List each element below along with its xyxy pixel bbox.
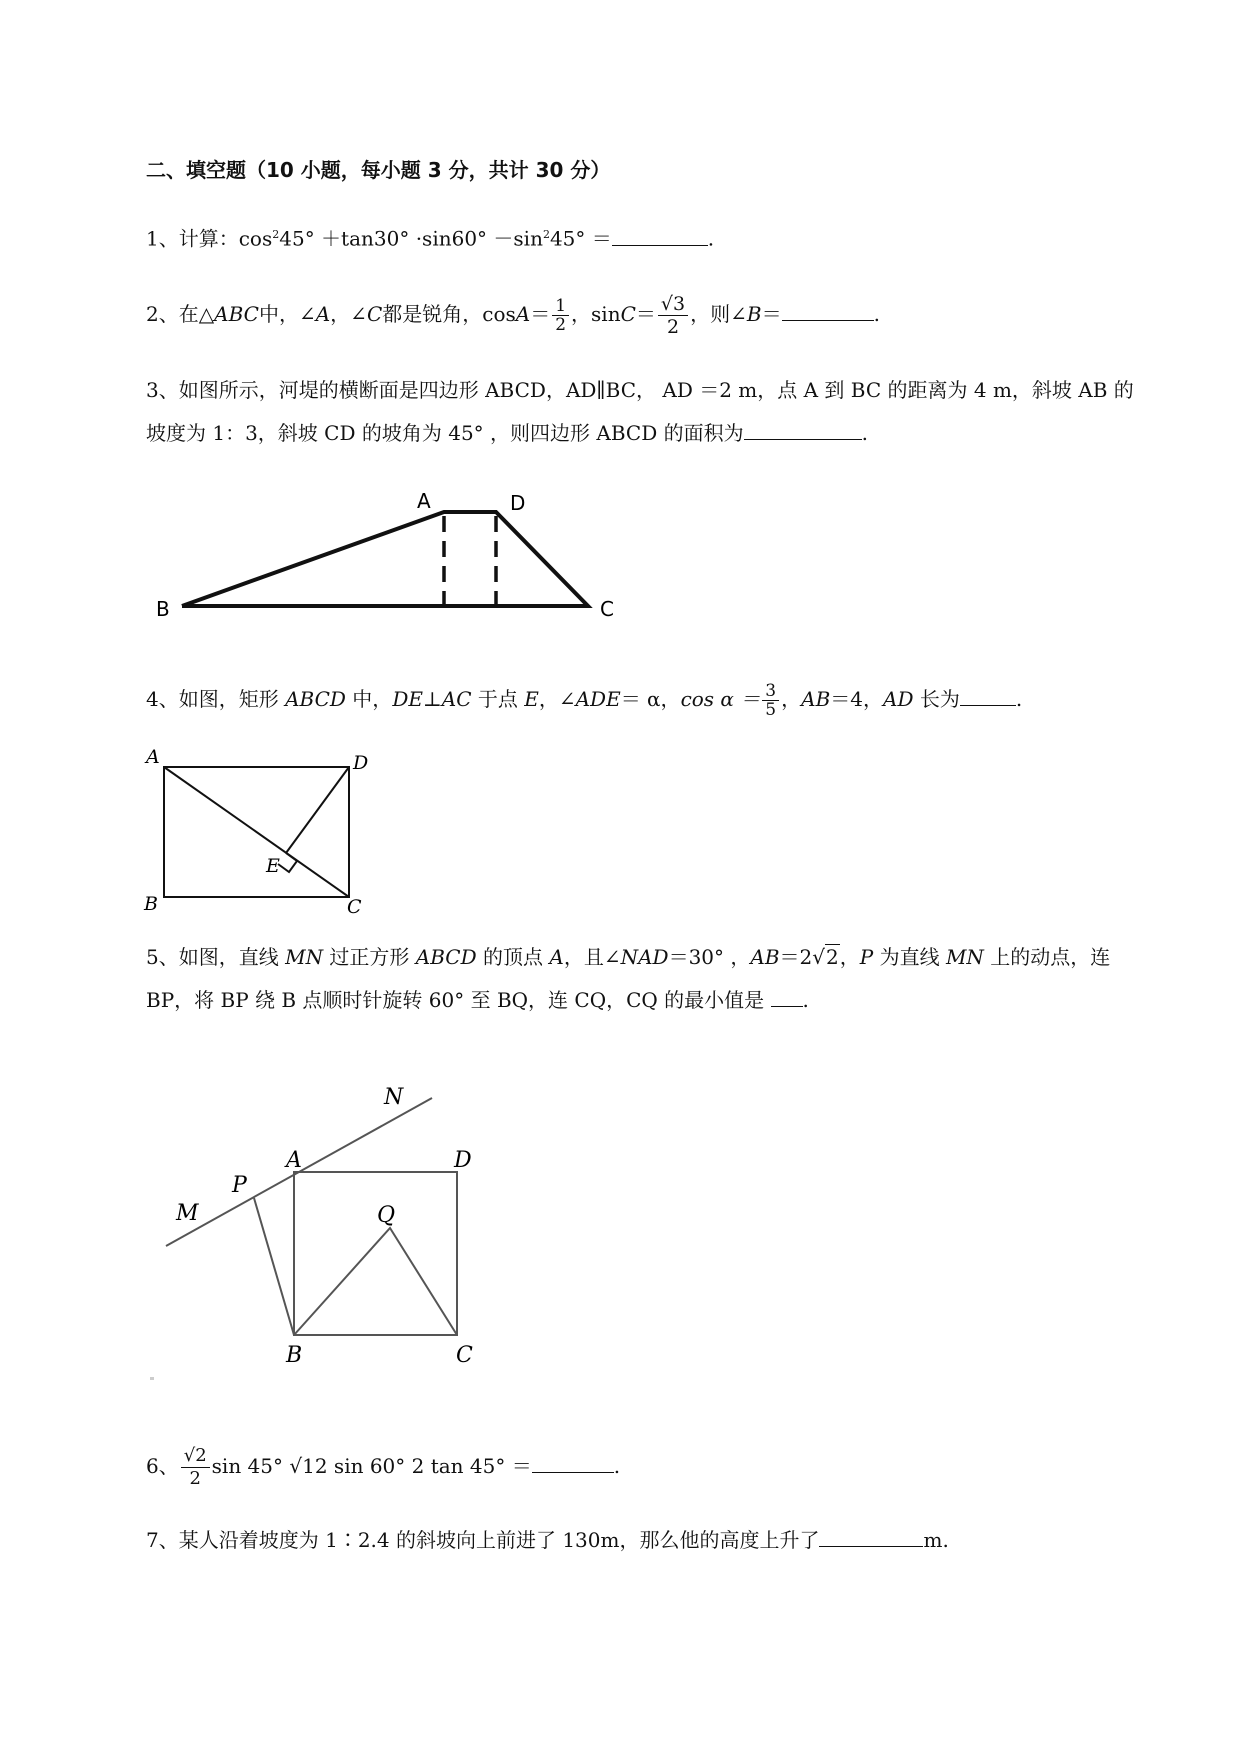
question-3-line-2 xyxy=(146,418,868,448)
q5-ab: AB xyxy=(750,945,780,969)
q4-ad: AD xyxy=(883,687,914,711)
q4-t2: 中， xyxy=(345,687,393,711)
q4-number: 4、 xyxy=(146,687,179,711)
q6-t3: 2 tan 45° ＝ xyxy=(405,1454,532,1478)
q5-label-q: Q xyxy=(377,1203,396,1228)
q4-frac-den: 5 xyxy=(765,700,777,720)
q4-de: DE xyxy=(392,687,423,711)
q4-cos: cos α ＝ xyxy=(680,687,761,711)
q3-trapezoid-outline xyxy=(182,512,588,606)
q6-frac-den: 2 xyxy=(189,1468,201,1489)
q2-a: A xyxy=(315,302,331,326)
q6-number: 6、 xyxy=(146,1454,179,1478)
q5-label-m: M xyxy=(176,1201,199,1226)
q5-label-p: P xyxy=(232,1173,247,1198)
q7-end: m. xyxy=(923,1528,949,1552)
q6-t1: sin 45° xyxy=(211,1454,284,1478)
q1-end: . xyxy=(707,226,715,251)
question-7 xyxy=(146,1525,949,1555)
q2-answer-blank[interactable] xyxy=(782,300,874,321)
q4-label-a: A xyxy=(146,746,160,768)
q2-t7: ＝ xyxy=(635,302,656,326)
q2-abc: ABC xyxy=(214,302,259,326)
q4-t6: ＝ α， xyxy=(620,687,681,711)
section-title: 二、填空题（10 小题，每小题 3 分，共计 30 分） xyxy=(146,158,611,182)
q3-line1: 如图所示，河堤的横断面是四边形 ABCD，AD∥BC， AD ＝2 m，点 A 到 BC 的距离为 4 m，斜坡 AB 的 xyxy=(178,378,1134,402)
q4-ac: AC xyxy=(441,687,472,711)
q5-line1f: ＝2 xyxy=(779,945,813,969)
q4-t1: 如图，矩形 xyxy=(178,687,286,711)
q3-label-c: C xyxy=(600,597,614,620)
question-4 xyxy=(146,682,1022,719)
q2-c2: C xyxy=(620,302,636,326)
q2-t2: 中，∠ xyxy=(258,302,316,326)
q5-square-abcd xyxy=(294,1172,457,1335)
q4-answer-blank[interactable] xyxy=(960,685,1016,706)
q5-label-c: C xyxy=(456,1343,473,1368)
q4-label-b: B xyxy=(144,893,158,915)
q5-answer-blank[interactable] xyxy=(771,986,803,1007)
q6-fraction xyxy=(181,1445,210,1490)
q5-mn: MN xyxy=(285,945,324,969)
q2-t8: ，则∠ xyxy=(690,302,747,326)
q2-t4: 都是锐角，cos xyxy=(382,302,516,326)
q2-t1: 在△ xyxy=(178,302,215,326)
q4-label-e: E xyxy=(266,855,280,877)
q3-answer-blank[interactable] xyxy=(744,419,862,440)
q5-line1c: 的顶点 xyxy=(476,945,550,969)
q1-mid2: 45° ＝ xyxy=(549,226,612,251)
q6-end: . xyxy=(613,1454,621,1478)
q5-label-d: D xyxy=(454,1148,472,1173)
q1-answer-blank[interactable] xyxy=(612,225,708,246)
q5-line2: BP，将 BP 绕 B 点顺时针旋转 60° 至 BQ，连 CQ，CQ 的最小值是 xyxy=(146,988,771,1012)
q1-prefix: 计算：cos xyxy=(178,226,273,251)
q2-t5: ＝ xyxy=(530,302,551,326)
q3-label-d: D xyxy=(510,491,526,515)
q5-label-b: B xyxy=(286,1343,303,1368)
q3-trapezoid-figure xyxy=(140,480,640,620)
q2-t9: ＝ xyxy=(761,302,782,326)
q5-nad: NAD xyxy=(620,945,669,969)
q5-abcd: ABCD xyxy=(415,945,477,969)
q4-label-d: D xyxy=(353,752,369,774)
q5-line1g: ， xyxy=(839,945,860,969)
q6-t2: √12 sin 60° xyxy=(283,1454,406,1478)
q5-label-n: N xyxy=(384,1085,404,1110)
q6-answer-blank[interactable] xyxy=(532,1452,614,1473)
q3-line2b: . xyxy=(861,421,868,445)
q4-frac-num: 3 xyxy=(762,682,779,701)
q4-diagonal-ac xyxy=(164,767,349,897)
q7-number: 7、 xyxy=(146,1528,179,1552)
q5-line1i: 上的动点，连 xyxy=(983,945,1111,969)
q7-t1: 某人沿着坡度为 1∶2.4 的斜坡向上前进了 130m，那么他的高度上升了 xyxy=(178,1528,820,1552)
q4-t4: 于点 xyxy=(471,687,525,711)
q5-segments-bqc xyxy=(294,1228,457,1335)
q1-mid1: 45° ＋tan30° ·sin60° －sin xyxy=(279,226,543,251)
q5-number: 5、 xyxy=(146,945,179,969)
q2-fraction-1 xyxy=(552,297,569,334)
q2-frac2-den: 2 xyxy=(666,316,680,338)
q2-c: C xyxy=(366,302,383,326)
question-3-line-1 xyxy=(146,375,1134,405)
q3-number: 3、 xyxy=(146,378,179,402)
q4-rectangle-figure xyxy=(140,745,380,915)
q5-line1b: 过正方形 xyxy=(323,945,416,969)
question-6 xyxy=(146,1445,620,1490)
q1-sup1: 2 xyxy=(272,228,280,241)
q4-t7: ， xyxy=(781,687,802,711)
q5-line2end: . xyxy=(802,988,809,1012)
q4-label-c: C xyxy=(347,896,362,915)
q4-ade: ADE xyxy=(575,687,621,711)
q5-a: A xyxy=(549,945,564,969)
q5-mn2: MN xyxy=(945,945,984,969)
question-5-line-2 xyxy=(146,985,809,1015)
q4-end: . xyxy=(1015,687,1023,711)
q2-number: 2、 xyxy=(146,302,179,326)
q5-line1d: ，且∠ xyxy=(563,945,621,969)
q5-p: P xyxy=(859,945,874,969)
q7-answer-blank[interactable] xyxy=(819,1526,923,1547)
q5-line1e: ＝30° ， xyxy=(668,945,751,969)
q4-ab: AB xyxy=(801,687,831,711)
q2-b: B xyxy=(746,302,762,326)
q4-right-angle-mark xyxy=(278,853,297,872)
q2-frac2-num: √3 xyxy=(658,293,688,316)
q5-line1h: 为直线 xyxy=(873,945,946,969)
q6-frac-num: √2 xyxy=(181,1445,210,1468)
q2-a2: A xyxy=(515,302,531,326)
q4-fraction xyxy=(762,682,779,719)
question-2 xyxy=(146,293,880,338)
q4-e: E xyxy=(524,687,539,711)
question-5-line-1: 5、如图，直线 MN 过正方形 ABCD 的顶点 A，且∠NAD＝30° ，AB＝2√2，P 为直线 MN 上的动点，连 xyxy=(146,945,1111,969)
q1-number: 1、 xyxy=(146,226,179,251)
q4-t8: ＝4， xyxy=(830,687,883,711)
question-1 xyxy=(146,220,714,254)
q2-frac1-num: 1 xyxy=(552,297,569,316)
q1-sup2: 2 xyxy=(542,228,550,241)
q2-end: . xyxy=(873,302,880,326)
q2-t3: ，∠ xyxy=(330,302,367,326)
q5-sqrt-value: 2 xyxy=(826,945,839,969)
q3-label-a: A xyxy=(417,489,431,513)
q5-line1a: 如图，直线 xyxy=(178,945,286,969)
q4-abcd: ABCD xyxy=(285,687,346,711)
q4-t9: 长为 xyxy=(913,687,960,711)
q4-t5: ，∠ xyxy=(538,687,576,711)
q5-square-figure xyxy=(140,1080,500,1380)
q5-label-a: A xyxy=(286,1148,302,1173)
q2-fraction-2 xyxy=(658,293,688,338)
q4-segment-de xyxy=(286,767,349,853)
q5-segment-pb xyxy=(254,1198,294,1335)
q3-line2a: 坡度为 1：3，斜坡 CD 的坡角为 45° ，则四边形 ABCD 的面积为 xyxy=(146,421,744,445)
q2-frac1-den: 2 xyxy=(555,315,567,335)
q5-stray-mark xyxy=(150,1377,154,1380)
q3-label-b: B xyxy=(156,597,170,620)
q4-t3: ⊥ xyxy=(422,687,442,711)
q2-t6: ，sin xyxy=(571,302,621,326)
